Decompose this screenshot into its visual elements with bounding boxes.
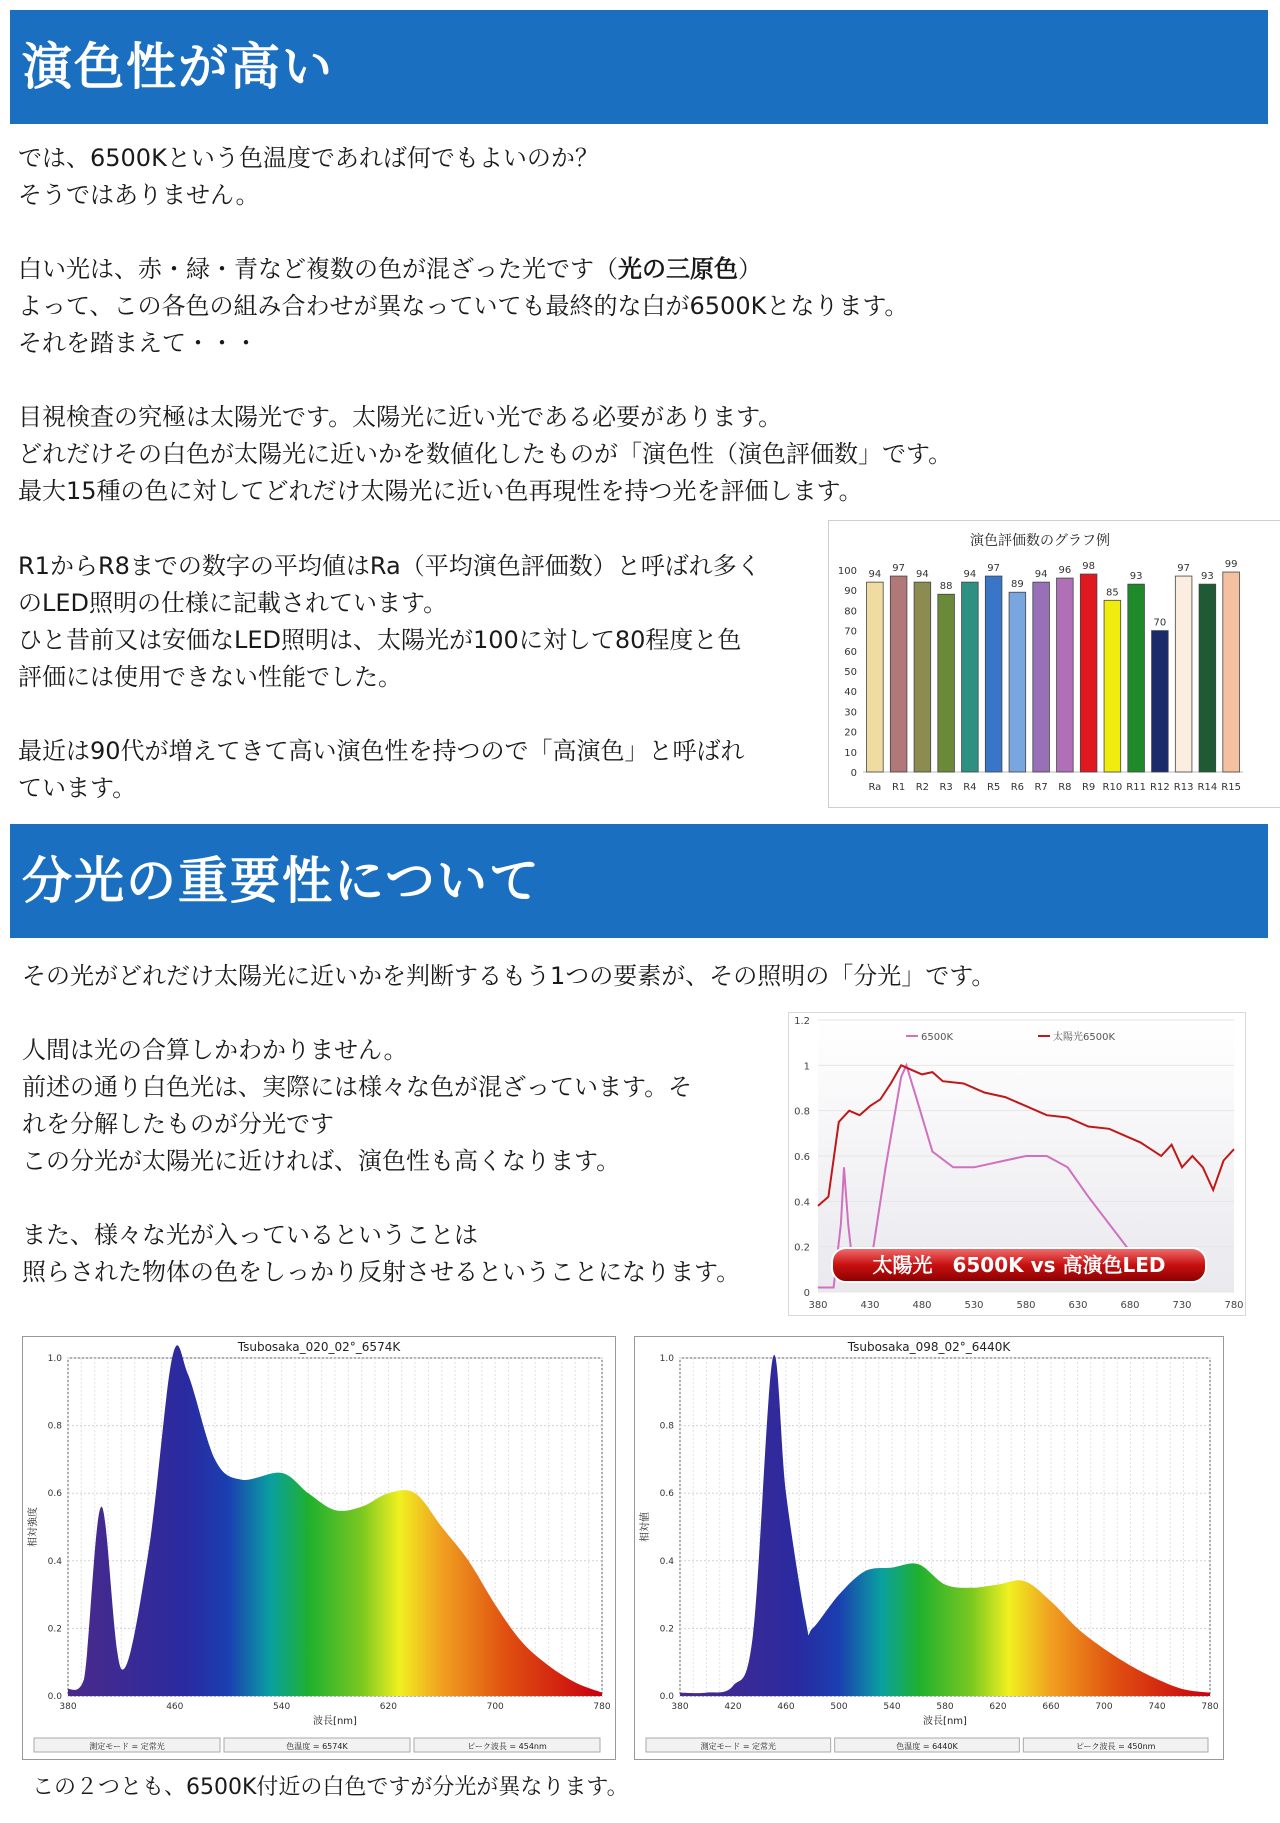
- bar-category-label: R11: [1126, 782, 1146, 793]
- bar-value-label: 94: [868, 569, 882, 581]
- text-line: のLED照明の仕様に記載されています。: [18, 589, 448, 617]
- bar-category-label: R3: [939, 782, 953, 793]
- line-x-tick: 580: [1016, 1300, 1036, 1311]
- spectrum-x-tick: 620: [379, 1702, 397, 1712]
- bar-R13: [1175, 576, 1192, 772]
- line-y-tick: 0: [803, 1288, 810, 1299]
- spectrum-y-tick: 0.4: [659, 1556, 674, 1567]
- text-line: 評価には使用できない性能でした。: [18, 663, 402, 691]
- bar-value-label: 93: [1201, 571, 1214, 583]
- text-line: それを踏まえて・・・: [18, 329, 258, 357]
- bar-value-label: 99: [1224, 559, 1238, 571]
- bar-R1: [890, 576, 907, 772]
- bar-y-tick: 100: [837, 566, 857, 577]
- text-line: 最近は90代が増えてきて高い演色性を持つので「高演色」と呼ばれ: [18, 737, 745, 765]
- bar-value-label: 96: [1058, 565, 1072, 577]
- line-x-tick: 530: [964, 1300, 984, 1311]
- line-x-tick: 630: [1068, 1300, 1088, 1311]
- bar-y-tick: 50: [844, 667, 857, 678]
- spectrum-x-tick: 420: [724, 1702, 742, 1712]
- bar-R8: [1057, 578, 1074, 772]
- bar-R11: [1128, 584, 1145, 772]
- color-rendering-bar-chart: [828, 520, 1280, 808]
- text-line: ひと昔前又は安価なLED照明は、太陽光が100に対して80程度と色: [18, 626, 742, 654]
- spectrum-y-tick: 0.4: [47, 1556, 62, 1567]
- line-legend-label: 太陽光6500K: [1053, 1032, 1116, 1043]
- spectrum-x-tick: 620: [989, 1702, 1007, 1712]
- line-y-tick: 0.2: [794, 1242, 810, 1254]
- line-y-tick: 0.6: [794, 1152, 810, 1163]
- bar-category-label: R6: [1010, 782, 1025, 793]
- spectrum-x-label: 波長[nm]: [923, 1716, 967, 1727]
- text-line: 人間は光の合算しかわかりません。: [22, 1036, 408, 1064]
- line-x-tick: 380: [808, 1300, 828, 1311]
- bar-category-label: R4: [963, 782, 977, 793]
- section1-title: 演色性が高い: [22, 38, 334, 96]
- bar-value-label: 94: [916, 569, 929, 581]
- spectrum-x-tick: 540: [883, 1702, 901, 1712]
- text-line: よって、この各色の組み合わせが異なっていても最終的な白が6500Kとなります。: [18, 292, 909, 320]
- line-y-tick: 1.2: [794, 1016, 810, 1027]
- line-x-tick: 730: [1172, 1300, 1192, 1311]
- text-line: 目視検査の究極は太陽光です。太陽光に近い光である必要があります。: [18, 403, 783, 431]
- spectrum-y-tick: 0.0: [47, 1692, 62, 1702]
- line-legend-label: 6500K: [921, 1032, 954, 1043]
- text-line: 前述の通り白色光は、実際には様々な色が混ざっています。そ: [22, 1073, 693, 1101]
- spectrum-x-tick: 740: [1148, 1702, 1166, 1712]
- spectrum-footer-item: ピーク波長 = 450nm: [1075, 1742, 1156, 1751]
- bar-value-label: 97: [987, 563, 1000, 575]
- bar-value-label: 97: [892, 563, 905, 575]
- text-line: 照らされた物体の色をしっかり反射させるということになります。: [22, 1258, 741, 1286]
- bar-y-tick: 0: [850, 768, 857, 779]
- text-line: R1からR8までの数字の平均値はRa（平均演色評価数）と呼ばれ多く: [18, 552, 761, 580]
- spectrum-y-tick: 0.8: [659, 1421, 674, 1432]
- section1-text: [18, 140, 1018, 510]
- spectrum-x-tick: 780: [593, 1702, 611, 1712]
- spectrum-y-tick: 0.6: [47, 1489, 62, 1500]
- bar-R2: [914, 582, 931, 772]
- bar-y-tick: 80: [844, 606, 857, 618]
- sunlight-vs-led-line-chart: [788, 1012, 1246, 1316]
- bar-value-label: 93: [1129, 571, 1143, 583]
- text-line: この分光が太陽光に近ければ、演色性も高くなります。: [22, 1147, 621, 1175]
- bar-R14: [1199, 584, 1216, 772]
- spectrum-y-tick: 0.2: [47, 1624, 62, 1635]
- bar-y-tick: 60: [844, 646, 857, 658]
- bar-category-label: R9: [1081, 782, 1096, 793]
- spectrum-x-tick: 580: [936, 1702, 954, 1712]
- bar-category-label: R10: [1102, 782, 1123, 793]
- bar-category-label: R15: [1221, 782, 1241, 793]
- bar-R10: [1104, 600, 1121, 772]
- spectrum-y-tick: 0.2: [659, 1624, 674, 1635]
- bar-category-label: R8: [1058, 782, 1072, 793]
- bar-category-label: R2: [915, 782, 930, 793]
- bottom-caption: この２つとも、6500K付近の白色ですが分光が異なります。: [32, 1775, 629, 1800]
- spectrum-x-tick: 380: [59, 1702, 77, 1712]
- line-x-tick: 780: [1224, 1300, 1244, 1311]
- bar-value-label: 85: [1106, 587, 1119, 599]
- spectrum-y-tick: 1.0: [659, 1354, 674, 1364]
- spectrum-y-tick: 0.6: [659, 1489, 674, 1500]
- spectrum-footer-item: 測定モード = 定常光: [700, 1742, 777, 1751]
- spectrum-y-tick: 0.8: [47, 1421, 62, 1432]
- text-line: れを分解したものが分光です: [22, 1110, 334, 1138]
- bold-phrase: 光の三原色: [618, 255, 738, 283]
- bar-y-tick: 30: [844, 707, 857, 719]
- spectrum-x-tick: 460: [166, 1702, 184, 1712]
- section2-text: [22, 1032, 792, 1291]
- bar-value-label: 70: [1153, 617, 1167, 629]
- section2-banner: [10, 824, 1268, 938]
- bar-R9: [1080, 574, 1097, 772]
- bar-value-label: 98: [1082, 561, 1095, 573]
- bar-category-label: R12: [1150, 782, 1170, 793]
- spectrum-x-tick: 460: [777, 1702, 795, 1712]
- section1-left-text: [18, 548, 828, 807]
- line-y-tick: 1: [803, 1061, 810, 1073]
- bar-y-tick: 70: [844, 626, 857, 638]
- spectrum-footer-item: 色温度 = 6574K: [286, 1742, 348, 1751]
- bar-value-label: 94: [1034, 569, 1048, 581]
- bar-value-label: 88: [939, 581, 953, 593]
- bar-category-label: R13: [1173, 782, 1194, 793]
- spectrum-chart-6440K: [634, 1336, 1224, 1760]
- bar-R7: [1033, 582, 1050, 772]
- spectrum-x-tick: 700: [486, 1702, 504, 1712]
- bar-R15: [1223, 572, 1240, 772]
- bar-R12: [1152, 631, 1169, 772]
- bar-Ra: [867, 582, 884, 772]
- bar-R6: [1009, 592, 1026, 772]
- bar-y-tick: 20: [844, 727, 857, 739]
- spectrum-x-tick: 700: [1095, 1702, 1113, 1712]
- text-line: また、様々な光が入っているということは: [22, 1221, 478, 1249]
- spectrum-x-tick: 540: [273, 1702, 291, 1712]
- bar-category-label: R14: [1197, 782, 1218, 793]
- spectrum-x-tick: 780: [1201, 1702, 1219, 1712]
- spectrum-footer-item: 色温度 = 6440K: [896, 1742, 958, 1751]
- bar-chart-title: 演色評価数のグラフ例: [970, 533, 1110, 549]
- spectrum-y-label: 相対強度: [28, 1507, 39, 1547]
- line-x-tick: 430: [860, 1300, 880, 1311]
- bar-y-tick: 90: [844, 586, 857, 598]
- text-line: ています。: [18, 774, 137, 802]
- spectrum-footer-item: ピーク波長 = 454nm: [467, 1742, 547, 1751]
- section1-banner: [10, 10, 1268, 124]
- bar-value-label: 97: [1177, 563, 1190, 575]
- bar-value-label: 89: [1011, 579, 1024, 591]
- line-x-tick: 680: [1120, 1300, 1140, 1311]
- text-line: では、6500Kという色温度であれば何でもよいのか？: [18, 144, 599, 172]
- section2-intro: その光がどれだけ太陽光に近いかを判断するもう1つの要素が、その照明の「分光」です。: [22, 962, 996, 990]
- spectrum-x-tick: 660: [1042, 1702, 1060, 1712]
- text-line: どれだけその白色が太陽光に近いかを数値化したものが「演色性（演色評価数」です。: [18, 440, 953, 468]
- section2-title: 分光の重要性について: [22, 852, 541, 910]
- spectrum-y-tick: 1.0: [47, 1354, 62, 1364]
- bar-R5: [985, 576, 1002, 772]
- spectrum-title: Tsubosaka_020_02°_6574K: [237, 1340, 401, 1354]
- text-line: そうではありません。: [18, 181, 260, 209]
- bar-R3: [938, 594, 955, 772]
- bar-y-tick: 40: [844, 687, 857, 699]
- spectrum-x-tick: 500: [830, 1702, 848, 1712]
- bar-category-label: R5: [986, 782, 1001, 793]
- text-line: 白い光は、赤・緑・青など複数の色が混ざった光です（光の三原色）: [18, 255, 762, 283]
- bar-value-label: 94: [963, 569, 977, 581]
- text-line: 最大15種の色に対してどれだけ太陽光に近い色再現性を持つ光を評価します。: [18, 477, 863, 505]
- spectrum-footer-item: 測定モード = 定常光: [89, 1742, 165, 1751]
- line-y-tick: 0.8: [794, 1106, 810, 1118]
- bar-category-label: Ra: [868, 782, 882, 793]
- spectrum-chart-6574K: [22, 1336, 616, 1760]
- spectrum-y-label: 相対値: [640, 1512, 651, 1542]
- bar-R4: [962, 582, 979, 772]
- bar-category-label: R1: [891, 782, 906, 793]
- line-y-tick: 0.4: [794, 1197, 810, 1209]
- line-x-tick: 480: [912, 1300, 932, 1311]
- spectrum-x-label: 波長[nm]: [313, 1716, 357, 1727]
- spectrum-title: Tsubosaka_098_02°_6440K: [847, 1340, 1011, 1354]
- bar-category-label: R7: [1034, 782, 1048, 793]
- line-chart-overlay-title: 太陽光 6500K vs 高演色LED: [872, 1253, 1166, 1277]
- spectrum-y-tick: 0.0: [659, 1692, 674, 1702]
- spectrum-x-tick: 380: [671, 1702, 689, 1712]
- bar-y-tick: 10: [844, 747, 857, 759]
